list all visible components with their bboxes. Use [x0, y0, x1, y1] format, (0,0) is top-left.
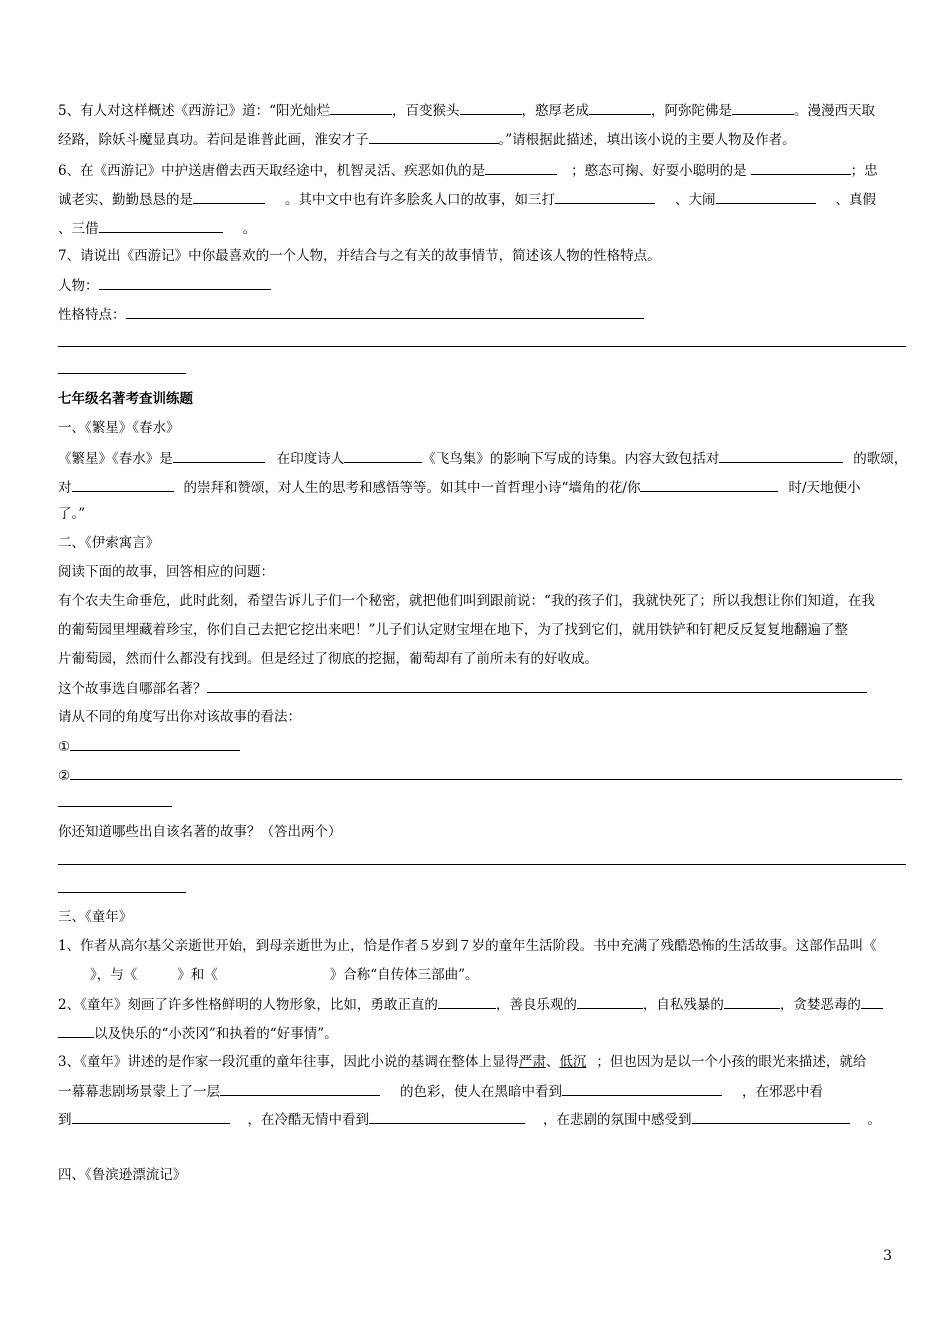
- blank: [460, 100, 522, 115]
- q6-line-3: 、三借 。: [58, 218, 256, 239]
- blank: [70, 736, 240, 751]
- blank: [193, 189, 265, 204]
- s3-p1-line-2: 》，与《 》和《 》合称“自传体三部曲”。: [90, 967, 479, 983]
- s3-p2-line-2: 以及快乐的“小茨冈”和执着的“好事情”。: [58, 1023, 338, 1044]
- blank: [751, 160, 851, 175]
- blank: [369, 1109, 525, 1124]
- blank: [58, 1023, 94, 1038]
- q6-line-2: 诚老实、勤勤恳恳的是 。其中文中也有许多脍炙人口的故事，如三打 、大闹 、真假: [58, 189, 876, 210]
- s1-line-3: 了。”: [58, 506, 86, 522]
- s2-q2: 请从不同的角度写出你对该故事的看法：: [58, 709, 301, 725]
- q7-prompt: 7、请说出《西游记》中你最喜欢的一个人物，并结合与之有关的故事情节，简述该人物的性格特点。: [58, 248, 661, 264]
- blank: [207, 678, 867, 693]
- s3-p3-line-1: 3、《童年》讲述的是作家一段沉重的童年往事，因此小说的基调在整体上显得严肃、低沉 ；但也因为是以一个小孩的眼光来描述，就给: [58, 1054, 867, 1070]
- blank: [716, 189, 816, 204]
- blank: [126, 304, 644, 319]
- s2-answer-2: ②: [58, 765, 902, 786]
- answer-line: [58, 346, 906, 347]
- blank: [485, 160, 557, 175]
- s3-heading: 三、《童年》: [58, 909, 133, 925]
- q7-trait: 性格特点：: [58, 304, 644, 325]
- blank: [220, 1081, 380, 1096]
- answer-line: [58, 373, 186, 374]
- s3-p3-line-2: 一幕幕悲剧场景蒙上了一层 的色彩，使人在黑暗中看到 ，在邪恶中看: [58, 1081, 823, 1102]
- page-number: 3: [883, 1248, 892, 1264]
- blank: [72, 1109, 230, 1124]
- s2-story-2: 的葡萄园里埋藏着珍宝，你们自己去把它挖出来吧！”儿子们认定财宝埋在地下，为了找到它们，就用铁铲和钉耙反反复复地翻遍了整: [58, 622, 848, 638]
- blank: [732, 100, 794, 115]
- s1-line-1: 《繁星》《春水》是 在印度诗人 《飞鸟集》的影响下写成的诗集。内容大致包括对 的歌颂，: [58, 448, 907, 469]
- s3-p2-line-1: 2、《童年》刻画了许多性格鲜明的人物形象，比如，勇敢正直的 ，善良乐观的 ，自私残暴的 ，贪婪恶毒的: [58, 994, 883, 1015]
- q7-person: 人物：: [58, 275, 271, 296]
- q5-line-2: 经路，除妖斗魔显真功。若问是谁普此画，淮安才子 。”请根据此描述，填出该小说的主要人物及作者。: [58, 129, 796, 150]
- s1-line-2: 对 的崇拜和赞颂，对人生的思考和感悟等等。如其中一首哲理小诗“墙角的花/你 时/天地便小: [58, 477, 861, 498]
- s3-p1-line-1: 1、作者从高尔基父亲逝世开始，到母亲逝世为止，恰是作者５岁到７岁的童年生活阶段。书中充满了残酷恐怖的生活故事。这部作品叫《: [58, 938, 877, 954]
- s2-intro: 阅读下面的故事，回答相应的问题：: [58, 564, 274, 580]
- blank: [344, 448, 422, 463]
- section-title: 七年级名著考查训练题: [58, 391, 193, 407]
- blank: [640, 477, 778, 492]
- blank: [99, 275, 271, 290]
- blank: [562, 1081, 722, 1096]
- blank: [173, 448, 265, 463]
- answer-line: [58, 892, 186, 893]
- answer-line: [58, 806, 172, 807]
- blank: [724, 994, 780, 1009]
- blank: [369, 129, 499, 144]
- s2-q1: 这个故事选自哪部名著？: [58, 678, 867, 699]
- s1-heading: 一、《繁星》《春水》: [58, 420, 180, 436]
- blank: [577, 994, 643, 1009]
- s2-story-3: 片葡萄园，然而什么都没有找到。但是经过了彻底的挖掘，葡萄却有了前所未有的好收成。: [58, 651, 598, 667]
- blank: [719, 448, 843, 463]
- blank: [70, 765, 902, 780]
- s2-heading: 二、《伊索寓言》: [58, 535, 160, 551]
- s2-answer-1: ①: [58, 736, 240, 757]
- s2-story-1: 有个农夫生命垂危，此时此刻，希望告诉儿子们一个秘密，就把他们叫到跟前说：“我的孩子们，我就快死了；所以我想让你们知道，在我: [58, 593, 875, 609]
- s4-heading: 四、《鲁滨逊漂流记》: [58, 1167, 187, 1183]
- blank: [99, 218, 223, 233]
- q6-line-1: 6、在《西游记》中护送唐僧去西天取经途中，机智灵活、疾恶如仇的是 ；憨态可掬、好耍小聪明的是 ；忠: [58, 160, 878, 181]
- blank: [330, 100, 392, 115]
- blank: [589, 100, 651, 115]
- blank: [72, 477, 174, 492]
- s2-q3: 你还知道哪些出自该名著的故事？（答出两个）: [58, 824, 342, 840]
- blank: [692, 1109, 850, 1124]
- blank: [438, 994, 496, 1009]
- answer-line: [58, 864, 906, 865]
- q5-line-1: 5、有人对这样概述《西游记》道：“阳光灿烂 ，百变猴头 ，憨厚老成 ，阿弥陀佛是 。漫漫西天取: [58, 100, 875, 121]
- blank: [555, 189, 655, 204]
- s3-p3-line-3: 到 ，在冷酷无情中看到 ，在悲剧的氛围中感受到 。: [58, 1109, 881, 1130]
- blank: [861, 994, 883, 1009]
